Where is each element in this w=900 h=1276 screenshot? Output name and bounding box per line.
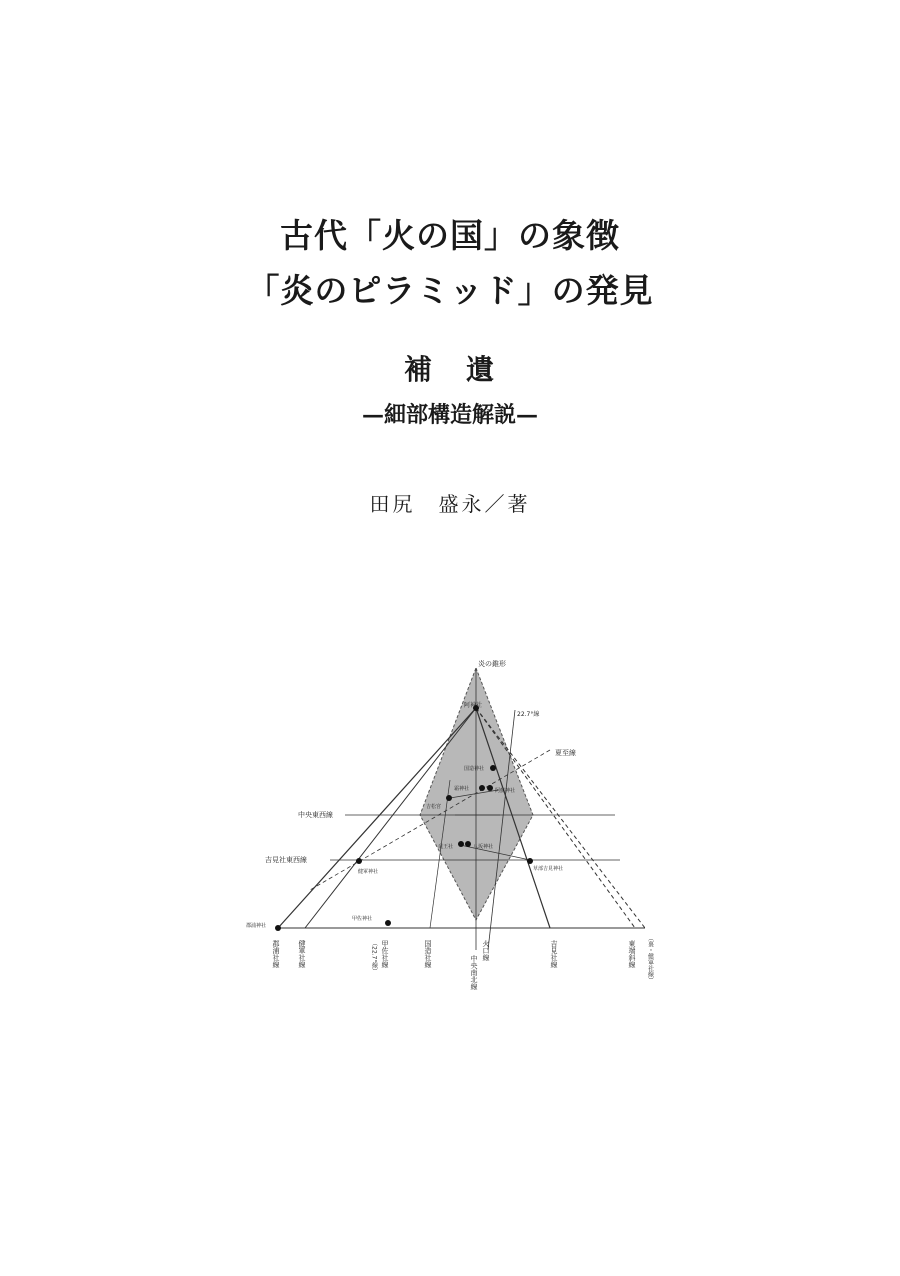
subtitle-caption: —細部構造解説— bbox=[361, 402, 538, 428]
author-line: 田尻 盛永／著 bbox=[369, 492, 531, 516]
shrine-dot-kenkun bbox=[356, 858, 362, 864]
shrine-dot-gunura bbox=[275, 925, 281, 931]
label-gunura-shrine: 郡浦神社 bbox=[246, 923, 267, 929]
label-bottom-kasa: 甲佐社線 bbox=[381, 940, 389, 968]
label-bottom-yoshimi: 吉見社線 bbox=[550, 940, 558, 968]
label-bottom-east-end: 東端斜線 bbox=[628, 940, 636, 968]
label-hachiman-shrine: 八坂神社 bbox=[473, 844, 494, 850]
title-line-2: 「炎のピラミッド」の発見 bbox=[246, 271, 654, 310]
label-bottom-kasa-paren: （22.7°線） bbox=[370, 940, 378, 975]
label-summer-solstice: 夏至線 bbox=[555, 749, 576, 757]
shrine-dot-hachiman bbox=[465, 841, 471, 847]
shrine-dot-kichimatsu bbox=[446, 795, 452, 801]
label-kusabe-yoshimi: 草部吉見神社 bbox=[533, 866, 564, 872]
label-227: 22.7°線 bbox=[517, 711, 540, 718]
label-bottom-kokuzo: 国造社線 bbox=[424, 940, 432, 968]
label-kasa-shrine: 甲佐神社 bbox=[352, 916, 373, 922]
shrine-dot-kokuzo bbox=[490, 765, 496, 771]
label-kokuzo-shrine: 国造神社 bbox=[464, 766, 485, 772]
label-flame-spire: 炎の錐形 bbox=[478, 660, 506, 668]
subtitle-part-1: 補 bbox=[403, 353, 434, 386]
shrine-dot-kiso bbox=[479, 785, 485, 791]
label-bottom-gunura: 郡浦社線 bbox=[272, 940, 280, 968]
label-shrine-top: 阿神社 bbox=[464, 702, 483, 709]
label-central-ew: 中央東西線 bbox=[298, 811, 333, 819]
label-kenkun-shrine: 健軍神社 bbox=[358, 869, 379, 875]
shrine-dot-kusabe bbox=[527, 858, 533, 864]
label-kichimatsu: 吉松宮 bbox=[426, 804, 442, 810]
label-yoshimi-ew: 吉見社東西線 bbox=[265, 856, 307, 864]
shrine-dot-kasa bbox=[385, 920, 391, 926]
shrine-dot-aso bbox=[487, 785, 493, 791]
subtitle bbox=[0, 352, 900, 388]
subtitle-part-2: 遺 bbox=[466, 353, 497, 386]
title-line-1: 古代「火の国」の象徴 bbox=[280, 216, 620, 255]
shrine-dot-ryuo bbox=[458, 841, 464, 847]
label-bottom-central-ns: 中央南北線 bbox=[470, 955, 478, 990]
label-bottom-ura: （裏・健軍社線） bbox=[646, 935, 654, 983]
label-aso-shrine: 阿蘇神社 bbox=[495, 788, 516, 794]
pyramid-diagram-svg bbox=[240, 650, 680, 1000]
label-bottom-kenkun: 健軍社線 bbox=[298, 940, 306, 968]
label-kiso-shrine: 霜神社 bbox=[454, 786, 470, 792]
label-bottom-kakou: 火口線 bbox=[482, 940, 490, 961]
pyramid-diagram bbox=[240, 650, 680, 1000]
label-ryuo-shrine: 竜王社 bbox=[438, 844, 454, 850]
